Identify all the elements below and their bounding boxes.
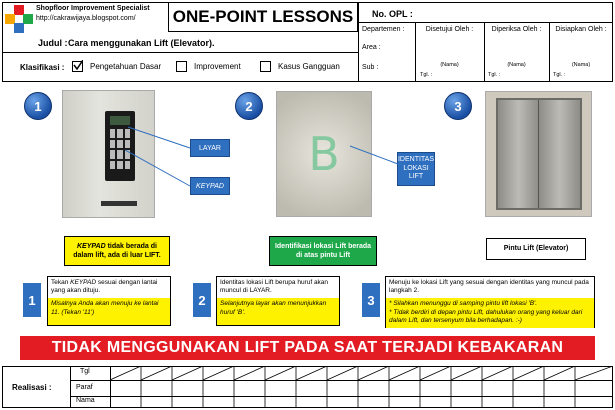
- no-opl-label: No. OPL :: [372, 9, 413, 19]
- company-name: Shopfloor Improvement Specialist: [36, 5, 150, 12]
- checkbox-unchecked[interactable]: [260, 61, 271, 72]
- caption-keyword: KEYPAD: [76, 242, 106, 250]
- signature-grid: [110, 366, 613, 408]
- step-instruction: [48, 277, 170, 298]
- warning-banner: [20, 336, 595, 360]
- step-3-box: [385, 276, 595, 328]
- disetujui-label: Disetujui Oleh :: [425, 26, 474, 33]
- checkbox-checked[interactable]: [72, 61, 83, 72]
- panel-2-letter: B: [308, 127, 340, 181]
- step-instruction: Identitas lokasi Lift berupa huruf akan muncul di LAYAR.: [220, 279, 329, 295]
- step-text: Tekan: [51, 279, 71, 286]
- option-kasus-gangguan[interactable]: [260, 61, 340, 72]
- title-cell: [168, 2, 358, 32]
- nama-row-label: Nama: [76, 397, 95, 404]
- realisasi-label: Realisasi :: [12, 383, 52, 392]
- step-1-box: [47, 276, 171, 326]
- tgl-label: Tgl. :: [420, 72, 433, 78]
- step-number-badge: 3: [444, 92, 472, 120]
- divider: [70, 366, 71, 408]
- step-note-line: * Tidak berdiri di depan pintu Lift, dahulukan orang yang keluar dari dalam Lift, dan tersenyum bila berhadapan. :-): [389, 308, 583, 325]
- divider: [358, 22, 613, 23]
- nama-label: (Nama): [507, 62, 526, 68]
- panel-2-caption: [269, 236, 377, 266]
- caption-text: Pintu Lift (Elevator): [503, 245, 569, 253]
- step-number-badge: 1: [24, 92, 52, 120]
- paraf-row-label: Paraf: [76, 384, 93, 391]
- page-title: ONE-POINT LESSONS: [172, 6, 354, 26]
- step-2-box: [216, 276, 340, 326]
- step-note-line: * Silahkan menunggu di samping pintu lift lokasi 'B'.: [389, 299, 538, 307]
- identitas-callout: [397, 152, 435, 186]
- step-note: [386, 298, 594, 328]
- sub-label: Sub :: [362, 64, 379, 71]
- company-url: http://cakrawijaya.blogspot.com/: [36, 15, 136, 22]
- judul-value: Cara menggunakan Lift (Elevator).: [68, 38, 215, 48]
- company-logo: [5, 5, 33, 33]
- warning-text: TIDAK MENGGUNAKAN LIFT PADA SAAT TERJADI KEBAKARAN: [51, 339, 564, 356]
- caption-text: tidak berada di dalam lift, ada di luar LIFT.: [73, 242, 161, 259]
- option-label: Kasus Gangguan: [278, 62, 340, 71]
- tgl-row-label: Tgl: [80, 368, 90, 375]
- option-label: Pengetahuan Dasar: [90, 62, 162, 71]
- step-number: 1: [23, 283, 41, 317]
- tgl-label: Tgl. :: [553, 72, 566, 78]
- step-note: Selanjutnya layar akan menunjukkan huruf 'B'.: [217, 298, 339, 325]
- callout-arrow: [346, 142, 401, 172]
- layar-callout: LAYAR: [190, 139, 230, 157]
- divider: [358, 2, 359, 82]
- tgl-label: Tgl. :: [488, 72, 501, 78]
- option-pengetahuan-dasar[interactable]: [72, 61, 161, 72]
- panel-1-caption: [64, 236, 170, 266]
- departemen-label: Departemen :: [362, 26, 405, 33]
- caption-text: Identifikasi lokasi Lift berada di atas pintu Lift: [274, 242, 372, 259]
- step-keyword: KEYPAD: [70, 279, 97, 286]
- nama-label: (Nama): [440, 62, 459, 68]
- disiapkan-label: Disiapkan Oleh :: [555, 26, 607, 33]
- keypad-callout-text: KEYPAD: [196, 182, 224, 190]
- lift-door-photo: [485, 91, 592, 217]
- option-label: Improvement: [194, 62, 241, 71]
- diperiksa-label: Diperiksa Oleh :: [491, 26, 542, 33]
- step-number: 3: [362, 283, 380, 317]
- klasifikasi-label: Klasifikasi :: [20, 63, 65, 72]
- nama-label: (Nama): [571, 62, 591, 68]
- divider: [2, 52, 358, 53]
- keypad-callout: [190, 177, 230, 195]
- panel-3-caption: [486, 238, 586, 260]
- step-number-badge: 2: [235, 92, 263, 120]
- option-improvement[interactable]: [176, 61, 241, 72]
- step-note: Misalnya Anda akan menuju ke lantai 11. (Tekan '11'): [48, 298, 170, 325]
- step-instruction: Menuju ke lokasi Lift yang sesuai dengan identitas yang muncul pada langkah 2.: [389, 279, 589, 295]
- checkbox-unchecked[interactable]: [176, 61, 187, 72]
- step-text: sesuai dengan lantai yang akan dituju.: [51, 279, 158, 295]
- judul-label: Judul :: [38, 38, 68, 48]
- step-number: 2: [193, 283, 211, 317]
- callout-arrows: [120, 110, 195, 190]
- area-label: Area :: [362, 44, 381, 51]
- identitas-callout-text: IDENTITAS LOKASI LIFT: [397, 155, 435, 181]
